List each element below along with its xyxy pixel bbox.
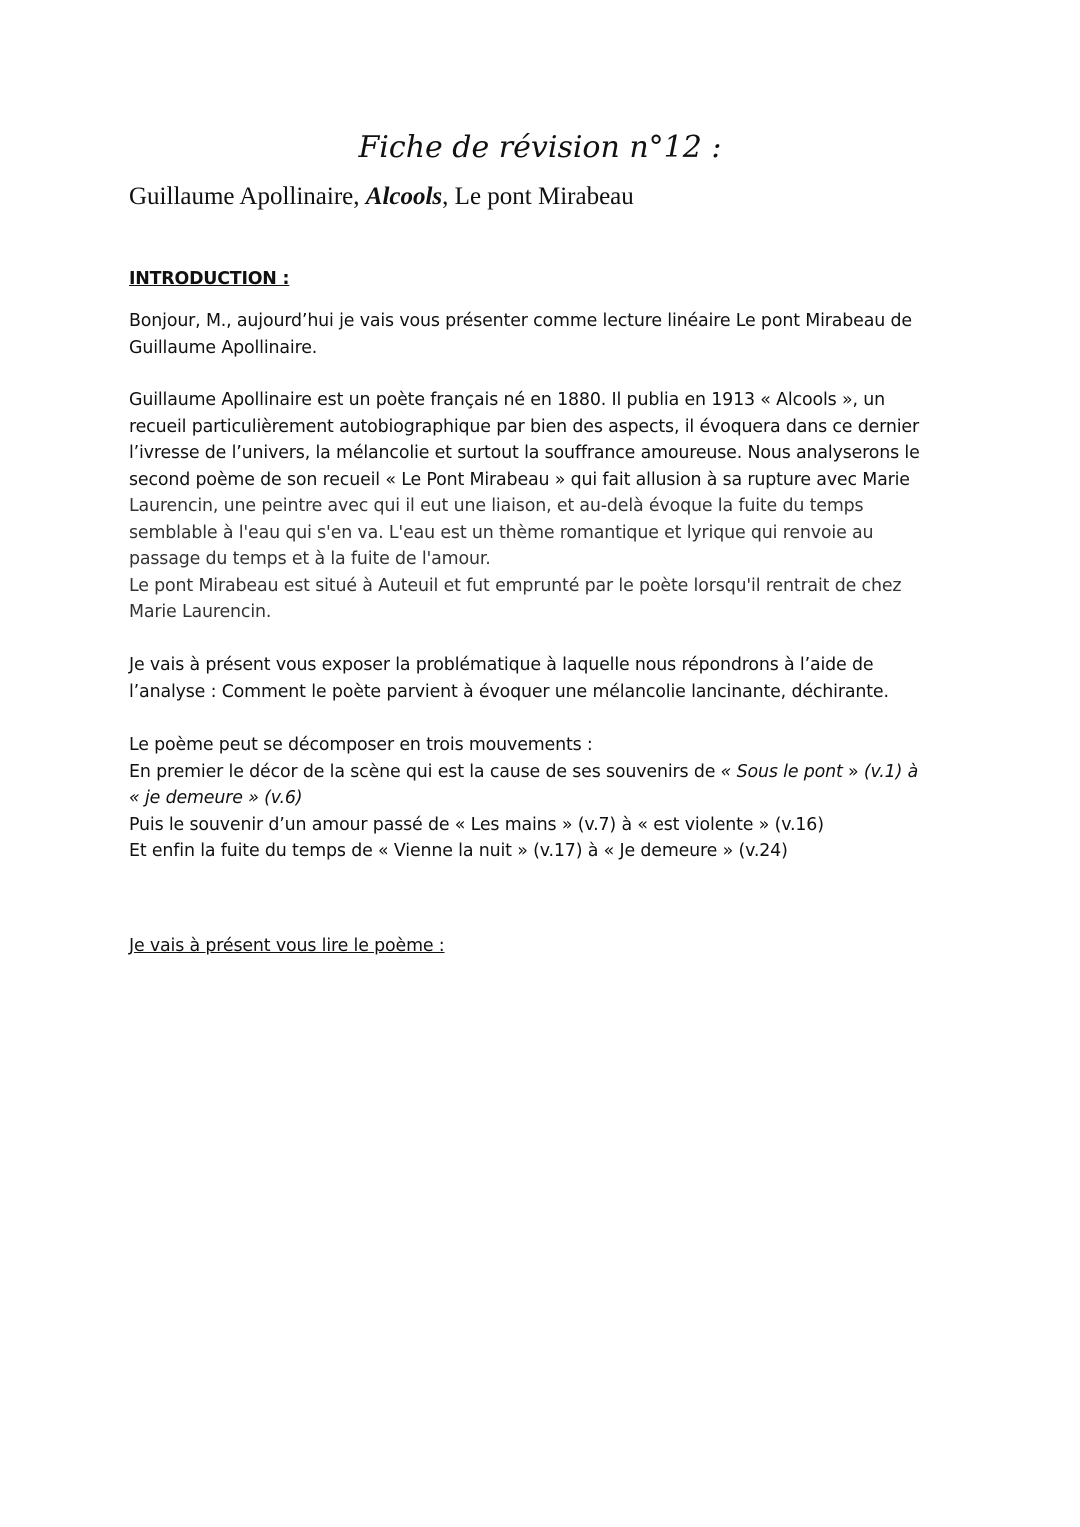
text-segment: » (842, 761, 864, 782)
text-line: Guillaume Apollinaire. (129, 337, 318, 358)
verse-ref: (v.1) à (863, 761, 919, 782)
work-title: Alcools (365, 183, 443, 210)
author-name: Guillaume Apollinaire, (129, 183, 366, 210)
text-line: l’analyse : Comment le poète parvient à évoquer une mélancolie lancinante, déchirante. (129, 681, 889, 702)
text-line: Je vais à présent vous exposer la problématique à laquelle nous répondrons à l’aide de (129, 655, 874, 675)
paragraph-context (129, 387, 959, 626)
text-line: semblable à l'eau qui s'en va. L'eau est un thème romantique et lyrique qui renvoie au (129, 522, 874, 543)
text-line: Guillaume Apollinaire est un poète français né en 1880. Il publia en 1913 « Alcools », un (129, 390, 885, 410)
paragraph-problematic (129, 652, 959, 705)
text-line: Bonjour, M., aujourd’hui je vais vous présenter comme lecture linéaire Le pont Mirabeau de (129, 311, 912, 331)
text-line: Le pont Mirabeau est situé à Auteuil et fut emprunté par le poète lorsqu'il rentrait de chez (129, 575, 902, 596)
closing-line: Je vais à présent vous lire le poème : (129, 936, 445, 956)
text-line (129, 759, 959, 786)
poem-title: , Le pont Mirabeau (442, 183, 634, 210)
paragraph-movements (129, 732, 959, 865)
text-line: passage du temps et à la fuite de l'amour. (129, 549, 491, 569)
quote-segment: « Sous le pont (720, 761, 843, 782)
text-segment: En premier le décor de la scène qui est la cause de ses souvenirs de (129, 761, 721, 782)
text-line: Marie Laurencin. (129, 602, 272, 622)
text-line: recueil particulièrement autobiographique par bien des aspects, il évoquera dans ce dernier (129, 416, 919, 437)
text-line: « je demeure » (v.6) (129, 788, 303, 808)
paragraph-greeting (129, 308, 959, 361)
text-line: Et enfin la fuite du temps de « Vienne la nuit » (v.17) à « Je demeure » (v.24) (129, 841, 788, 861)
text-line: l’ivresse de l’univers, la mélancolie et surtout la souffrance amoureuse. Nous analyserons le (129, 443, 920, 463)
text-line: Puis le souvenir d’un amour passé de « Les mains » (v.7) à « est violente » (v.16) (129, 814, 824, 835)
section-heading-introduction: INTRODUCTION : (129, 269, 290, 289)
page-title: Fiche de révision n°12 : (358, 130, 722, 165)
text-line: Le poème peut se décomposer en trois mouvements : (129, 735, 593, 755)
subtitle (129, 180, 634, 214)
text-line: Laurencin, une peintre avec qui il eut une liaison, et au-delà évoque la fuite du temps (129, 496, 864, 516)
text-line: second poème de son recueil « Le Pont Mirabeau » qui fait allusion à sa rupture avec Marie (129, 469, 910, 490)
